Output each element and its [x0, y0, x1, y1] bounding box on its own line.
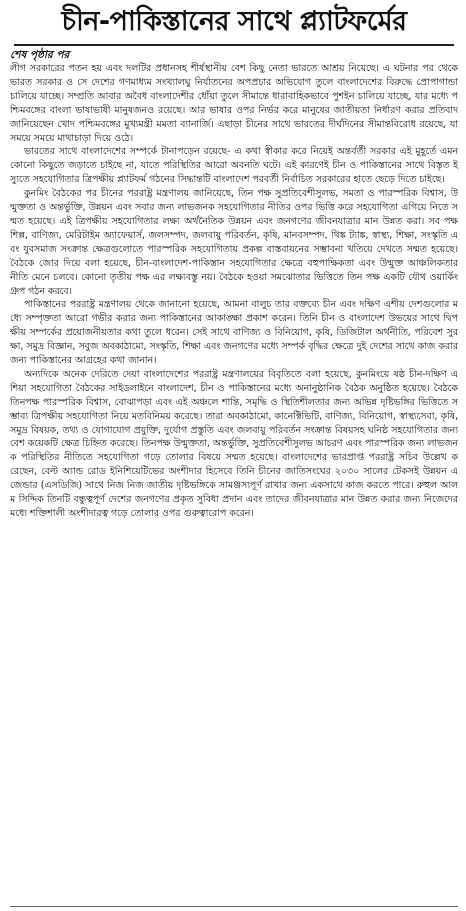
continued-from-label: শেষ পৃষ্ঠার পর	[10, 49, 70, 61]
article-paragraph: পাকিস্তানের পররাষ্ট্র মন্ত্রণালয় থেকে জানানো হয়েছে, আমনা বালুচ তার বক্তব্যে চীন এবং দক্ষিণ এশীয় দেশগুলোর মধ্যে সম্পৃক্ততা আরো গভীর করার জন্য পাকিস্তানের আকাঙ্ক্ষা প্রকাশ করেন। তিনি চীন ও বাংলাদেশ উভয়ের সাথে দ্বিপক্ষীয় সম্পর্কের প্রয়োজনীয়তার কথা তুলে ধরেন। সেই সাথে বাণিজ্য ও বিনিয়োগ, কৃষি, ডিজিটাল অর্থনীতি, পরিবেশ সুরক্ষা, সমুদ্র বিজ্ঞান, সবুজ অবকাঠামো, সংস্কৃতি, শিক্ষা এবং জনগণের মধ্যে সম্পর্ক বৃদ্ধির ক্ষেত্রে দুই দেশের সাথে কাজ করার জন্য পাকিস্তানের আগ্রহের কথা জানান।	[10, 299, 458, 367]
article-body	[10, 62, 458, 521]
article-headline: চীন-পাকিস্তানের সাথে প্ল্যাটফর্মের	[61, 5, 407, 37]
newspaper-article	[0, 2, 466, 911]
article-paragraph: ভারতের সাথে বাংলাদেশের সম্পর্কে টানাপড়েন রয়েছে- এ কথা স্বীকার করে নিয়েই অন্তর্বর্তী সরকার এই মুহূর্তে এমন কোনো কিছুতে জড়াতে চাইছে না, যাতে পরিস্থিতির আরো অবনতি ঘটে। এই কারণেই চীন ও পাকিস্তানের সাথে বিস্তৃত ইস্যুতে সহযোগিতার ত্রিপক্ষীয় প্ল্যাটফর্ম গঠনের সিদ্ধান্তটি বাংলাদেশ পরবর্তী নির্বাচিত সরকারের হাতে ছেড়ে দিতে চাইছে।	[10, 146, 458, 186]
bottom-divider	[10, 906, 458, 907]
article-paragraph: কুনমিং বৈঠকের পর চীনের পররাষ্ট্র মন্ত্রণালয় জানিয়েছে, তিন পক্ষ সুপ্রতিবেশীসুলভ, সমতা ও পারস্পরিক বিশ্বাস, উন্মুক্ততা ও অন্তর্ভুক্তি, উন্নয়ন এবং সবার জন্য লাভজনক সহযোগিতার নীতির ওপর ভিত্তি করে সহযোগিতা এগিয়ে নিতে সম্মত হয়েছে। এই ত্রিপক্ষীয় সহযোগিতার লক্ষ্য অর্থনৈতিক উন্নয়ন এবং জনগণের জীবনযাত্রার মান উন্নত করা। সব পক্ষ শিল্প, বাণিজ্য, মেরিটাইম অ্যাফেয়ার্স, জলসম্পদ, জলবায়ু পরিবর্তন, কৃষি, মানবসম্পদ, থিঙ্ক ট্যাঙ্ক, স্বাস্থ্য, শিক্ষা, সংস্কৃতি এবং যুবসমাজ সংক্রান্ত ক্ষেত্রগুলোতে পারস্পরিক সহযোগিতায় প্রকল্প বাস্তবায়নের সম্ভাবনা খতিয়ে দেখতে সম্মত হয়েছে। বৈঠকে জোর দিয়ে বলা হয়েছে, চীন-বাংলাদেশ-পাকিস্তান সহযোগিতার ক্ষেত্রে বহুপাক্ষিকতা এবং উন্মুক্ত আঞ্চলিকতার নীতি মেনে চলবে। কোনো তৃতীয় পক্ষ এর লক্ষ্যবস্তু নয়। বৈঠকে হওয়া সমঝোতার ভিত্তিতে তিন পক্ষ একটি যৌথ ওয়ার্কিং গ্রুপ গঠন করবে।	[10, 188, 458, 297]
article-paragraph: লীগ সরকারের পতন হয় এবং দলটির প্রধানসহ শীর্ষস্থানীয় বেশ কিছু নেতা ভারতে আশ্রয় নিয়েছে। এ ঘটনার পর থেকে ভারত সরকার ও সে দেশের গণমাধ্যম সংখ্যালঘু নির্যাতনের অপপ্রচার অভিযোগ তুলে বাংলাদেশের বিরুদ্ধে প্রোপাগান্ডা চালিয়ে যাচ্ছে। সম্প্রতি আবার অবৈধ বাংলাদেশীর ধোঁয়া তুলে সীমান্তে ধারাবাহিকভাবে পুশইন চালিয়ে যাচ্ছে, যার মধ্যে পশ্চিমবঙ্গের বাংলা ভাষাভাষী মানুষজনও রয়েছে। আর ভাষার ওপর নির্ভর করে মানুষের জাতীয়তা নির্ধারণ করার প্রতিবাদ জানিয়েছেন খোদ পশ্চিমবঙ্গের মুখ্যমন্ত্রী মমতা ব্যানার্জি। এছাড়া চীনের সাথে ভারতের দীর্ঘদিনের সীমান্তবিরোধ রয়েছে, যা সময়ে সময়ে মাথাচাড়া দিয়ে ওঠে।	[10, 63, 458, 144]
article-paragraph: অন্যদিকে অনেক দেরিতে দেয়া বাংলাদেশের পররাষ্ট্র মন্ত্রণালয়ের বিবৃতিতে বলা হয়েছে, কুনমিংয়ে ষষ্ঠ চীন-দক্ষিণ এশিয়া সহযোগিতা বৈঠকের সাইডলাইনে বাংলাদেশ, চীন ও পাকিস্তানের মধ্যে অনানুষ্ঠানিক বৈঠক অনুষ্ঠিত হয়েছে। বৈঠকে তিনপক্ষ পারস্পরিক বিশ্বাস, বোঝাপড়া এবং এই অঞ্চলে শান্তি, সমৃদ্ধি ও স্থিতিশীলতার জন্য অভিন্ন দৃষ্টিভঙ্গির ভিত্তিতে সম্ভাব্য ত্রিপক্ষীয় সহযোগিতা নিয়ে মতবিনিময় করেছে। তারা অবকাঠামো, কানেক্টিভিটি, বাণিজ্য, বিনিয়োগ, স্বাস্থ্যসেবা, কৃষি, সমুদ্র বিষয়ক, তথ্য ও যোগাযোগ প্রযুক্তি, দুর্যোগ প্রস্তুতি এবং জলবায়ু পরিবর্তন সংক্রান্ত বিষয়সহ ঘনিষ্ঠ সহযোগিতার জন্য বেশ কয়েকটি ক্ষেত্র চিহ্নিত করেছে। তিনপক্ষ উন্মুক্ততা, অন্তর্ভুক্তি, সুপ্রতিবেশীসুলভ আচরণ এবং পারস্পরিক জন্য লাভজনক পরিস্থিতির নীতিতে সহযোগিতা গড়ে তোলার বিষয়ে সম্মত হয়েছে। বাংলাদেশের ভারপ্রাপ্ত পররাষ্ট্র সচিব উল্লেখ করেছেন, বেল্ট অ্যান্ড রোড ইনিশিয়েটিভের অংশীদার হিসেবে তিনি চীনের জাতিসংঘের ২০৩০ সালের টেকসই উন্নয়ন এজেন্ডার (এসডিজি) সাথে নিজ নিজ জাতীয় দৃষ্টিভঙ্গিকে সামঞ্জস্যপূর্ণ রাখার জন্য একসাথে কাজ করতে পারে। রুহুল আলম সিদ্দিক তিনটি বন্ধুত্বপূর্ণ দেশের জনগণের প্রকৃত সুবিধা প্রদান এবং তাদের জীবনযাত্রার মান উন্নত করার জন্য নিজেদের মধ্যে শক্তিশালী অংশীদারত্ব গড়ে তোলার ওপর গুরুত্বারোপ করেন।	[10, 368, 458, 519]
